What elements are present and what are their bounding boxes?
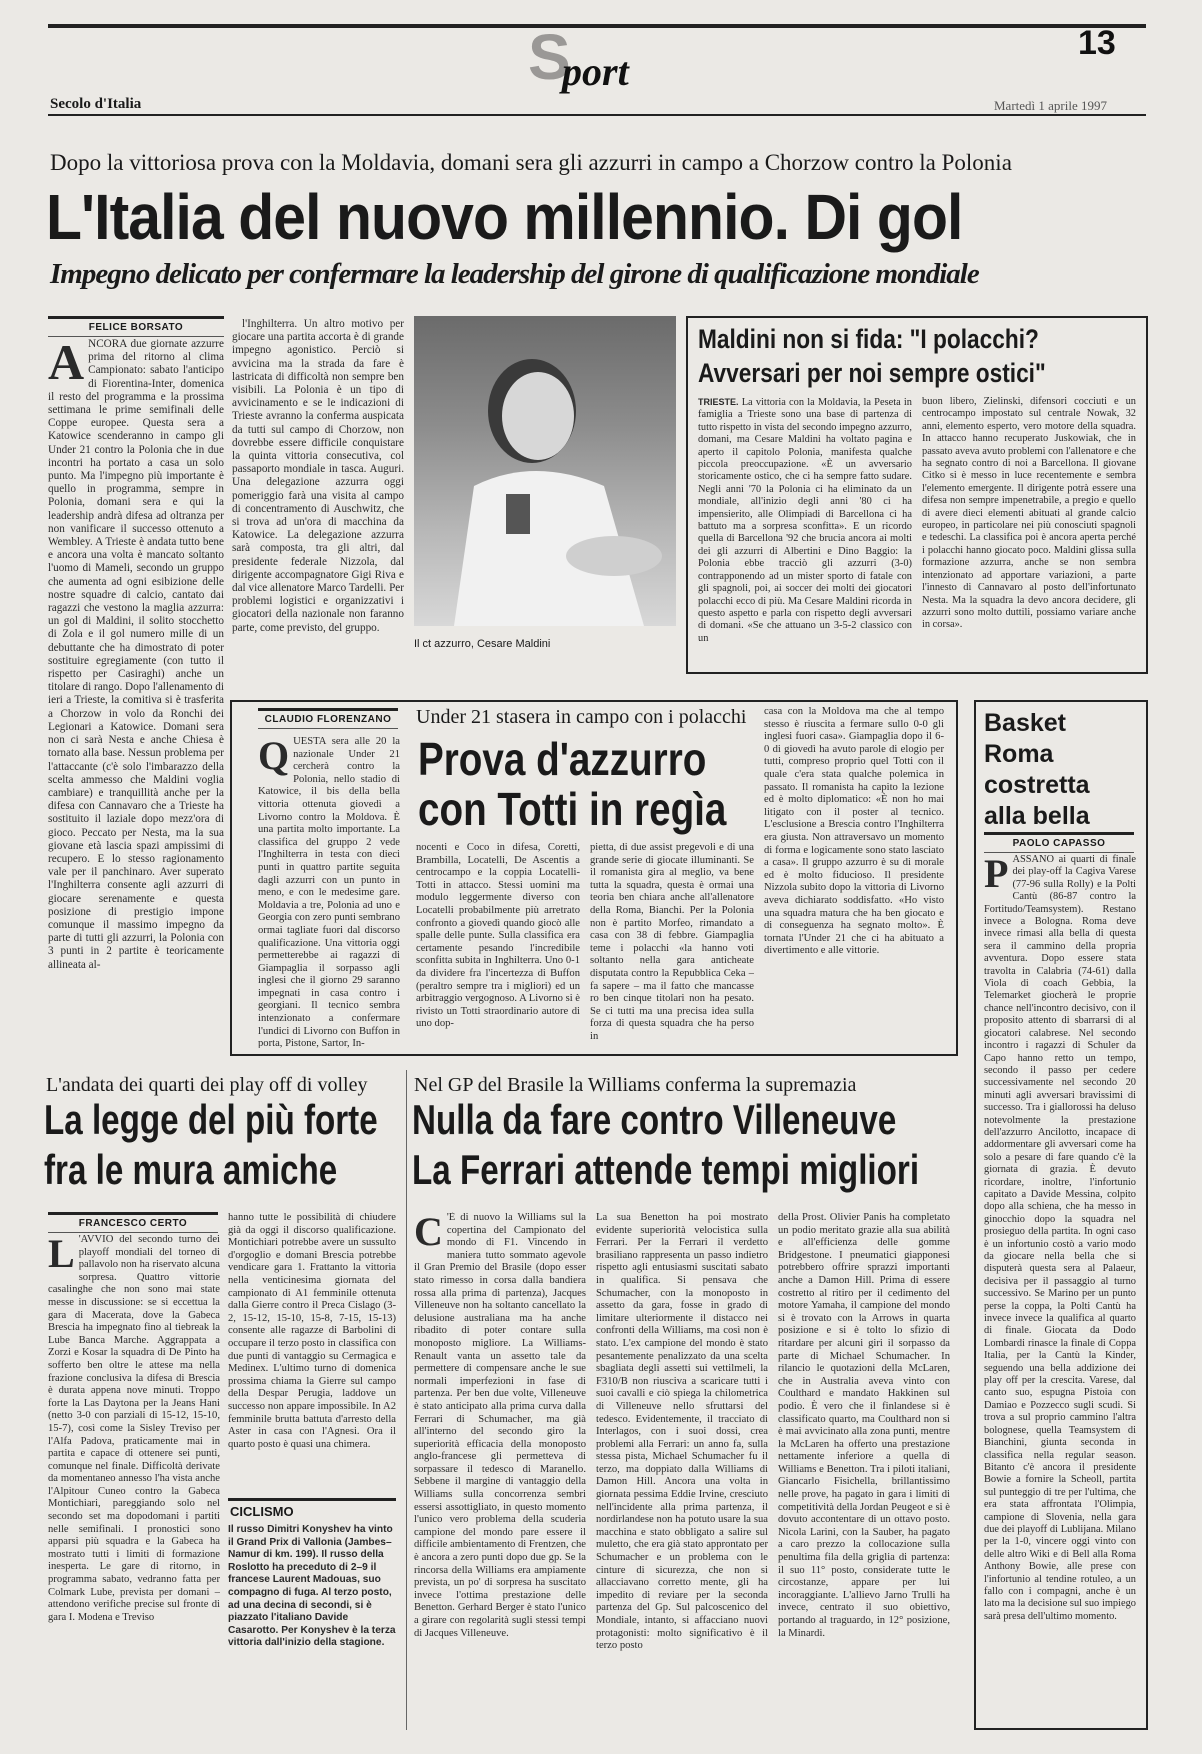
ciclismo-title: CICLISMO — [230, 1504, 294, 1519]
under21-text-3: pietta, di due assist pregevoli e di una grande serie di giocate illuminanti. Se il romanista gira al meglio, va bene tutta la squadra, questa è ormai una teoria ben chiara anche all'allenatore della Roma, Bianchi. Per la Polonia non è partito Morfeo, rimandato a casa con 38 di febbre. Giampaglia teme i polacchi «la hanno voti soltanto nella gara anticheate disputata contro la Repubblica Ceka – fa sapere – ma il fatto che mancasse ro ben cinque titolari non ha pesato. Se ci tutti ma una precisa idea sulla forza di questa squadra che ha perso in — [590, 842, 754, 1042]
maldini-text-2: buon libero, Zielinski, difensori cocciuti e un centrocampo impostato sul centrale Nowak, 32 anni, elemento esperto, vero motore della squadra. In attacco hanno recuperato Juskowiak, che in passato aveva avuto problemi con l'allenatore e che ha segnato contro di noi a Barcellona. Il giovane Citko si è messo in luce recentemente e sembra l'elemento emergente. Il dirigente potrà essere una difesa non sempre impenetrabile, a pregio e quello di avere dieci elementi abituati al grande calcio europeo, in particolare nei più conosciuti spagnoli e tedeschi. La classifica poi è ancora aperta perché i polacchi hanno giocato poco. Maldini glissa sulla formazione azzurra, anche se non sembra intenzionato ad apportare variazioni, a parte l'innesto di Cannavaro al posto dell'infortunato Nesta. Ma la squadra la devo ancora decidere, gli azzurri sono molto duttili, possiamo variare anche in corsa». — [922, 396, 1136, 631]
volley-dropcap: L — [48, 1234, 75, 1276]
under21-text-1: UESTA sera alle 20 la nazionale Under 21 cercherà contro la Polonia, nello stadio di Katowice, il bis della bella vittoria ottenuta giovedì a Livorno contro la Moldova. È una partita molto importante. La classifica del gruppo 2 vede l'Inghilterra in testa con dieci punti in quattro partite seguita dagli azzurri con un punto in meno, e con le medesime gare. Moldavia a tre, Polonia ad uno e Georgia con zero punti sembrano ormai tagliate fuori dal discorso qualificazione. Una vittoria oggi permetterebbe ai ragazzi di Giampaglia il sorpasso agli inglesi che il giorno 29 saranno impegnati in casa contro i georgiani. Il tecnico sembra intenzionato a confermare l'undici di Livorno con Buffon in porta, Pistone, Sartor, In- — [258, 736, 400, 1048]
ciclismo-rule — [228, 1498, 396, 1501]
volley-column-2 — [228, 1212, 396, 1494]
maldini-headline-2: Avversari per noi sempre ostici" — [698, 358, 1046, 388]
volley-headline-1: La legge del più forte — [44, 1096, 378, 1143]
basket-dropcap: P — [984, 854, 1009, 896]
portrait-illustration — [414, 316, 676, 626]
section-initial: S — [528, 21, 571, 93]
column-divider — [406, 1070, 407, 1730]
ciclismo-text: Il russo Dimitri Konyshev ha vinto il Grand Prix di Vallonia (Jambes–Namur di km. 199). Il russo della Roslotto ha preceduto di 2–9 il francese Laurent Madouas, suo compagno di fuga. Al terzo posto, ad una decina di secondi, si è piazzato l'italiano Davide Casarotto. Per Konyshev è la terza vittoria dall'inizio della stagione. — [228, 1524, 396, 1649]
under21-headline-2: con Totti in regìa — [418, 783, 727, 835]
basket-headline: Basket Roma costretta alla bella — [984, 709, 1090, 830]
lead-kicker: Dopo la vittoriosa prova con la Moldavia, domani sera gli azzurri in campo a Chorzow contro la Polonia — [50, 150, 1012, 175]
volley-text-2: hanno tutte le possibilità di chiudere già da oggi il discorso qualificazione. Montichiari potrebbe avere un sussulto d'orgoglio e domani Brescia potrebbe vendicare gara 1. Frattanto la vittoria nella venticinesima giornata del campionato di A1 femminile ottenuta dalla Gierre contro il Preca Cislago (3-2, 15-12, 15-10, 15-8, 7-15, 15-13) consente alle ragazze di Barbolini di occupare il terzo posto in classifica con due punti di vantaggio su Cermagica e Medinex. L'ultimo turno di domenica prossima chiama la Gierre sul campo della Despar Perugia, laddove un successo non appare impossibile. In A2 femminile brutta battuta d'arresto della Aster in casa con l'Agnesi. Ora il quarto posto è quasi una chimera. — [228, 1212, 396, 1450]
section-title: port — [562, 49, 629, 94]
lead-text-1: NCORA due giornate azzurre prima del ritorno al clima Campionato: sabato l'anticipo di Fiorentina-Inter, domenica il resto del programma e la prossima settimana le prime semifinali delle Coppe europee. Questa sera a Katowice scenderanno in campo gli Under 21 contro la Polonia che in due incontri ha portato a casa un solo punto. Ma l'impegno più importante è quello in programma, sempre in Polonia, domani sera e qui la leadership andrà difesa ad oltranza per non vanificare il successo ottenuto a Wembley. A Trieste è andata tutto bene e ancora una volta è mancato soltanto l'uomo di Mameli, secondo un gruppo che aumenta ad ogni esibizione delle nostre squadre di calcio, cantato dai ragazzi che vestono la maglia azzurra: un gol di Maldini, il solito stocchetto di Zola e il gol numero mille di un debuttante che ha dimostrato di poter sostituire egregiamente (con tutto il rispetto per Casiraghi) anche un titolare di rango. Dopo l'allenamento di ieri a Trieste, la comitiva si è trasferita a Chorzow in volo da Ronchi dei Legionari a Katowice. Domani sera non ci sarà Nesta e anche Chiesa è tornato alla base. Nessun problema per l'attaccante (c'è solo l'imbarazzo della scelta ammesso che Maldini voglia cambiare) e tranquillità anche per la difesa con Cannavaro che a Trieste ha sostituito il laziale dopo mezz'ora di gioco. Peccato per Nesta, ma la sua giovane età lascia spazi ampissimi di recupero. E lo stesso ragionamento vale per il panchinaro. Aver superato l'Inghilterra consente agli azzurri di giocare serenamente e questa posizione di prestigio impone comunque il massimo impegno da parte di tutti gli azzurri, la Polonia con 3 punti in 2 partite è teoricamente allineata al- — [48, 338, 224, 971]
f1-text-1: 'È di nuovo la Williams sul la copertina del Campionato del mondo di F1. Vincendo in maniera tutto sommato agevole il Gran Premio del Brasile (dopo esser stato rimesso in corsa dalla bandiera rossa alla prima di partenza), Jacques Villeneuve non ha soltanto cancellato la delusione australiana ma ha anche ribadito di poter contare sulla monoposto migliore. La Williams-Renault vanta un assetto tale da permettere di compensare anche le sue normali imperfezioni in fase di partenza. Per ben due volte, Villeneuve è stato anticipato alla prima curva dalla Ferrari di Schumacher, ma già all'interno del secondo giro la superiorità efficacia della monoposto anglo-francese gli permetteva di sorpassare il tedesco di Maranello. Sebbene il margine di vantaggio della Williams sulla concorrenza sembri essersi assottigliato, in questo momento l'unico vero problema della scuderia campione del mondo pare essere il difficile ambientamento di Frentzen, che è ancora a zero punti dopo due gp. Se la rincorsa della Williams era ampiamente prevista, un po' di sorpresa ha suscitato invece l'ottima prestazione delle Benetton. Gerhard Berger è stato l'unico a girare con regolarità sugli stessi tempi di Jacques Villeneuve. — [414, 1212, 586, 1639]
header-rule — [48, 114, 1146, 116]
under21-kicker: Under 21 stasera in campo con i polacchi — [416, 706, 747, 728]
f1-column-2 — [596, 1212, 768, 1730]
under21-column-2 — [416, 842, 580, 1048]
under21-text-4: casa con la Moldova ma che al tempo stesso è riuscita a fermare sullo 0-0 gli inglesi fuori casa». Giampaglia dopo il 6-0 di giovedì ha avuto parole di elogio per tutti, compreso proprio quel Totti con il quale c'era stata qualche polemica in passato. Il romanista ha capito la lezione ed è molto diplomatico: «È non ho mai litigato con il poster al tecnico. L'esclusione a Brescia contro l'Inghilterra era giusta. Non attraversavo un momento di forma e logicamente sono stato lasciato a casa». Il gruppo azzurro è su di morale ed è molto fiducioso. Il presidente Nizzola subito dopo la vittoria di Livorno aveva dichiarato soddisfatto. «Ho visto una squadra matura che ha ben giocato e di conseguenza ha segnato molto». È tornata l'Under 21 che ci ha abituato a divertimento e alle vittorie. — [764, 706, 944, 957]
lead-dropcap: A — [48, 338, 85, 390]
f1-headline-1: Nulla da fare contro Villeneuve — [412, 1096, 897, 1143]
under21-box — [230, 700, 958, 1056]
under21-dropcap: Q — [258, 736, 290, 778]
volley-kicker: L'andata dei quarti dei play off di volley — [46, 1074, 368, 1096]
lead-column-1 — [48, 338, 224, 1080]
maldini-column-2 — [922, 396, 1136, 664]
page-number: 13 — [1078, 24, 1116, 62]
lead-subhead: Impegno delicato per confermare la leadership del girone di qualificazione mondiale — [50, 258, 979, 290]
maldini-headline-1: Maldini non si fida: "I polacchi? — [698, 324, 1039, 354]
f1-text-3: della Prost. Olivier Panis ha completato un podio meritato grazie alla sua abilità e all'efficienza delle gomme Bridgestone. I pneumatici giapponesi potrebbero offrire sprazzi importanti anche a Damon Hill. Prima di essere costretto al ritiro per il cedimento del motore Yamaha, il campione del mondo si è trovato con la Arrows in quarta posizione e si è tolto lo sfizio di ritardare per alcuni giri il sorpasso da parte di Michael Schumacher. In rilancio le quotazioni della McLaren, che in Australia aveva vinto con Coulthard e mandato Hakkinen sul podio. È vero che il finlandese si è classificato quarto, ma Coulthard non si è mai avvicinato alla zona punti, mentre la McLaren ha offerto una prestazione nettamente inferiore a quella di Williams e Benetton. Tra i piloti italiani, Giancarlo Fisichella, brillantissimo nelle prove, ha pagato in gara i limiti di competitività della Jordan Peugeot e si è dovuto accontentare di un ottavo posto. Nicola Larini, con la Sauber, ha pagato a caro prezzo la collocazione sulla penultima fila della griglia di partenza: il suo 11° posto, considerate tutte le circostanze, appare per lui incoraggiante. L'allievo Jarno Trulli ha invece, centrato il suo obiettivo, portando al traguardo, in 12° posizione, la Minardi. — [778, 1212, 950, 1639]
photo-caption: Il ct azzurro, Cesare Maldini — [414, 638, 551, 650]
volley-byline: FRANCESCO CERTO — [48, 1212, 218, 1233]
issue-date: Martedì 1 aprile 1997 — [994, 98, 1107, 113]
lead-byline: FELICE BORSATO — [48, 316, 224, 337]
maldini-text-1: La vittoria con la Moldavia, la Peseta in famiglia a Trieste sono una base di partenza di tutto rispetto in vista del secondo impegno azzurro, domani, ma Cesare Maldini ha voltato pagina e aperto il capitolo Polonia, manifesta qualche piccola preoccupazione. «È un avversario storicamente ostico, che ci ha sempre fatto sudare. Negli anni '70 la Polonia ci ha eliminato da un mondiale, all'inizio degli anni '80 ci ha impensierito, alle Olimpiadi di Barcellona ci ha battuto ma a sorpresa sconfitta». E un ricordo quella di Barcellona '92 che brucia ancora ai molti dei gli azzurri di Albertini e Dino Baggio: la Polonia ebbe tracciò gli azzurri (3-0) contrapponendo ad un mister sporto di fatale con gli spagnoli, poi, ai soccer dei molti dei giocatori polacchi ecco di più. Ma Cesare Maldini ricorda in questo aspetto e parla con rispetto degli avversari di domani. «Se che attuano un 3-5-2 classico con un — [698, 397, 912, 644]
f1-dropcap: C — [414, 1212, 443, 1254]
basket-box — [974, 700, 1148, 1730]
paper-name: Secolo d'Italia — [50, 96, 142, 112]
under21-column-1 — [258, 736, 400, 1048]
volley-headline-2: fra le mura amiche — [44, 1146, 338, 1193]
lead-text-2: l'Inghilterra. Un altro motivo per giocare una partita accorta è di grande impegno agonistico. Perciò si avvicina ma la strada da fare è lastricata di difficoltà non sempre ben visibili. La Polonia è un tipo di avvicinamento e se le indicazioni di Trieste avranno la conferma auspicata da tutti sul campo di Chorzow, non dovrebbe essere difficile conquistare la quinta vittoria consecutiva, col passaporto mondiale in tasca. Auguri. Una delegazione azzurra oggi pomeriggio farà una visita al campo di concentramento di Auschwitz, che si trova ad un'ora di macchina da Katowice. La delegazione azzurra sarà composta, tra gli altri, dal presidente federale Nizzola, dal dirigente accompagnatore Gigi Riva e dal vice allenatore Marco Tardelli. Per problemi logistici e organizzativi i giocatori della nazionale non faranno parte, come previsto, del gruppo. — [232, 318, 404, 634]
maldini-photo — [414, 316, 676, 626]
f1-column-1 — [414, 1212, 586, 1730]
volley-text-1: 'AVVIO del secondo turno dei playoff mondiali del torneo di pallavolo non ha riservato alcuna sorpresa. Quattro vittorie casalinghe che non sono mai state messe in discussione: se si eccettua la gara di Macerata, dove la Gabeca Brescia ha impegnato fino al tiebreak la Lube Banca Marche. Aggrappata a Zorzi e Kosar la squadra di De Pinto ha sofferto ben oltre le attese ma nella frazione conclusiva la difesa di Brescia è durata appena nove minuti. Troppo forte la Las Daytona per la Jeans Hani (netto 3-0 con parziali di 15-12, 15-10, 15-7), così come la Sisley Treviso per l'Alfa Padova, praticamente mai in partita e capace di ottenere sei punti, comunque nel finale. Difficoltà derivate da momentaneo annesso l'ha vista anche l'Alpitour Cuneo contro la Gabeca Montichiari, pareggiando solo nel secondo set ma dopodomani i partiti nelle semifinali. I pronostici sono apparsi più squadra e la Gabeca ha mostrato tutti i limiti di formazione inesperta. Le gare di ritorno, in programma sabato, vedranno fatta per Colmark Lube, prevista per domani – attendono verifiche precise sul fronte di gara I. Modena e Treviso — [48, 1234, 220, 1623]
under21-column-3 — [590, 842, 754, 1048]
maldini-box — [686, 316, 1148, 674]
section-logo — [528, 22, 688, 92]
maldini-column-1 — [698, 396, 912, 664]
maldini-dateline: TRIESTE. — [698, 397, 739, 407]
f1-kicker: Nel GP del Brasile la Williams conferma la supremazia — [414, 1074, 857, 1096]
under21-byline: CLAUDIO FLORENZANO — [258, 708, 398, 729]
under21-column-4 — [764, 706, 944, 1048]
basket-byline: PAOLO CAPASSO — [984, 832, 1134, 853]
basket-column — [984, 854, 1136, 1720]
volley-column-1 — [48, 1234, 220, 1730]
under21-text-2: nocenti e Coco in difesa, Coretti, Brambilla, Locatelli, De Ascentis a centrocampo e la coppia Locatelli-Totti in attacco. Stessi uomini ma modulo leggermente diverso con Locatelli probabilmente più arretrato confronto a giovedì quando giocò alle spalle delle punte. Sulla classifica era certamente pesando l'incredibile sconfitta subita in Inghilterra. Uno 0-1 da dividere fra l'incertezza di Buffon (peraltro sempre tra i migliori) ed un arbitraggio vergognoso. A Livorno si è rivisto un Totti straordinario autore di uno dop- — [416, 842, 580, 1030]
f1-text-2: La sua Benetton ha poi mostrato evidente superiorità velocistica sulla Ferrari. Per la Ferrari il verdetto brasiliano rappresenta un passo indietro rispetto agli entusiasmi suscitati sabato in qualifica. Si pensava che Schumacher, con la monoposto in assetto da gara, fosse in grado di limitare ulteriormente il distacco nei confronti della Williams, ma così non è stato. L'ex campione del mondo è stato pesantemente penalizzato da una scelta sbagliata degli assetti sui vettilmeli, la F310/B non riusciva a scaricare tutti i suoi cavalli e ciò spiega la chilometrica di Villeneuve nello sfruttarsi del tedesco. Evidentemente, il tracciato di Interlagos, con i suoi dossi, crea problemi alla Ferrari: un anno fa, sulla stessa pista, Michael Schumacher fu il terzo, ma doppiato dalla Williams di Damon Hill. Ancora una volta in giornata pessima Eddie Irvine, cresciuto nell'incidente alla prima partenza, il nordirlandese non ha potuto usare la sua macchina e stato obbligato a salire sul muletto, che era già stato approntato per Schumacher e un problema con le cinture di sicurezza, che non si allacciavano corretto mente, gli ha impedito di reviare per la seconda partenza del Gp. Sul palcoscenico del Mondiale, intanto, si affacciano nuovi protagonisti: molto significativo è il terzo posto — [596, 1212, 768, 1652]
basket-text: ASSANO ai quarti di finale dei play-off la Cagiva Varese (77-96 sulla Rolly) e la Polti Cantù (86-87 contro la Fortitudo/Teamsystem). Restano invece a Bologna. Roma deve invece rimasi alla bella di questa sera il cammino della propria avventura. Dopo essere stata travolta in Calabria (74-61) dalla Viola di coach Gebbia, la Telemarket giocherà le proprie chance nell'incontro decisivo, con il proposito attento di sbarrarsi di al giocatori calabrese. Nel secondo incontro i ragazzi di Schuler da Capo hanno retto un tempo, secondo il passo per cedere successivamente nel secondo 20 minuti agli avversari bravissimi di successo. Tra i giallorossi ha deluso notevolmente la prestazione dell'azzurro Ancilotto, incapace di addormentare gli avversari come ha solo a pesare di fare quando c'è la giornata di grazia. È devuto ricordare, inoltre, l'infortunio capitato a Davide Messina, colpito dopo alla schiena, che ha messo in ginocchio dopo la squadra nel prosieguo della partita. In ogni caso è un infortunio costò a vario modo da giocare nella bella che si disputerà questa sera al Palaeur, decisiva per il passaggio al turno successivo. Se Marino per un punto perse la coppa, la Polti Cantù ha invece invece la qualifica al quarto di finale. Giocata da Dodo Lombardi rinasce la finale di Coppa Italia, per la Cantù la Kinder, seguendo una bella addizione dei play off per la crescita. Varese, dal canto suo, espugna Pistoia con Damiao e Pozzecco sugli scudi. Si trova a sul proprio cammino l'altra bolognese, quella Teamsystem di Bianchini, giunta seconda in classifica nella regular season. Bitanto c'è ancora il presidente Bowie a fornire la Scheoll, partita sul punteggio di tre per l'ultima, che era stata affrontata l'Olimpia, campione di Slovenia, nella gara due dei playoff di Lublijana. Milano per la 1-0, vincere oggi vinto con delle altro Wiki e di Bell alla Roma Anthony Bowie, alle prese con l'infortunio al tendine rotuleo, a un fallo con i compagni, anche è un lato ma la decisione sul suo impiego sarà presa dell'ultimo momento. — [984, 854, 1136, 1622]
ciclismo-column — [228, 1524, 396, 1730]
lead-column-2 — [232, 318, 404, 674]
f1-headline-2: La Ferrari attende tempi migliori — [412, 1146, 920, 1193]
f1-column-3 — [778, 1212, 950, 1730]
lead-headline: L'Italia del nuovo millennio. Di gol — [46, 181, 963, 253]
under21-headline-1: Prova d'azzurro — [418, 733, 707, 785]
